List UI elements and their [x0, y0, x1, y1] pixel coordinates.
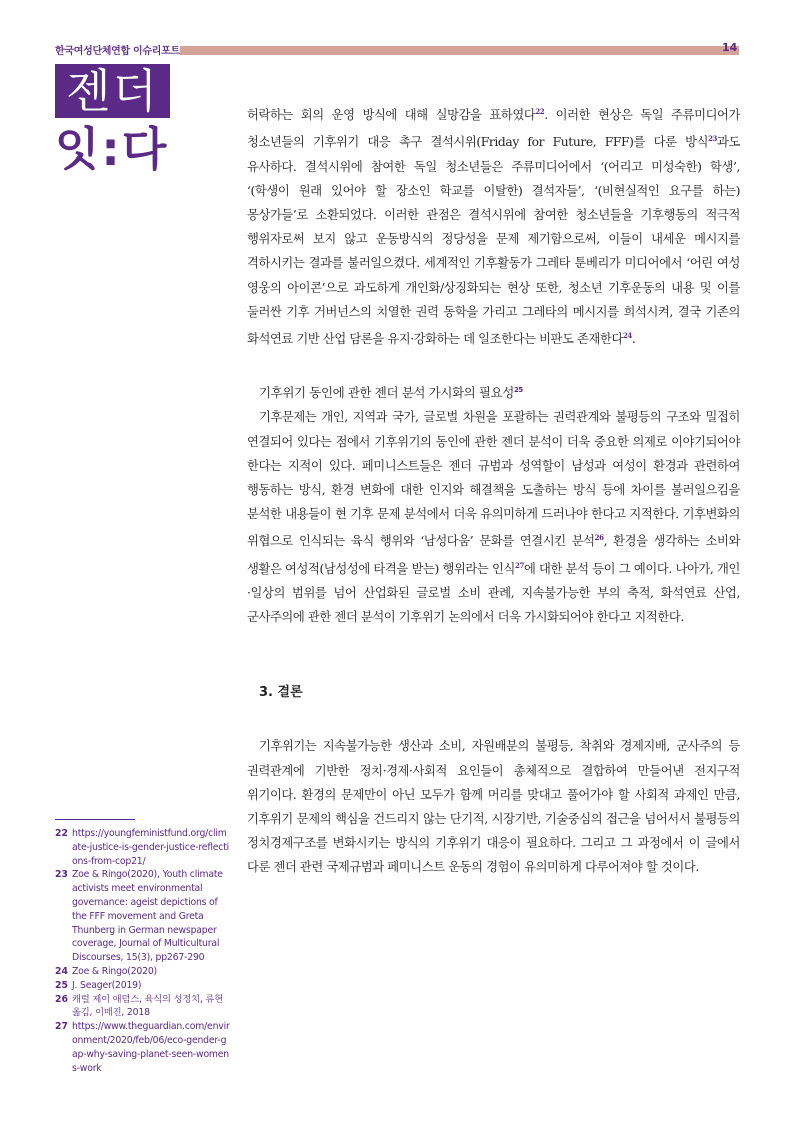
footnote-ref-27[interactable]: 27: [514, 560, 524, 570]
footnote-text[interactable]: https://youngfeministfund.org/climate-justice-is-gender-justice-reflections-from-cop21/: [72, 828, 230, 867]
subheading-text: 기후위기 동인에 관한 젠더 분석 가시화의 필요성: [259, 385, 514, 401]
footnote-number: 23: [55, 869, 68, 881]
footnote-text: 캐럴 제이 애덤스, 육식의 성정치, 류현 옮김, 이매진, 2018: [72, 993, 223, 1019]
logo-gender: 젠더: [55, 64, 170, 118]
footnote-number: 24: [55, 965, 68, 977]
footnote-text[interactable]: https://www.theguardian.com/environment/2020/feb/06/eco-gender-gap-why-saving-planet-seen-womens-work: [72, 1021, 230, 1074]
paragraph-3: 기후위기는 지속불가능한 생산과 소비, 자원배분의 불평등, 착취와 경제지배, 군사주의 등 권력관계에 기반한 정치·경제·사회적 요인들이 총체적으로 결합하여 만들어낸 전지구적 위기이다. 환경의 문제만이 아닌 모두가 함께 머리를 맞대고 풀어가야 할 사회적 과제인 만큼, 기후위기 문제의 핵심을 건드리지 않는 단기적, 시장기반, 기술중심의 접근을 넘어서서 불평등의 정치경제구조를 변화시키는 방식의 기후위기 대응이 필요하다. 그리고 그 과정에서 이 글에서 다룬 젠더 관련 국제규범과 페미니스트 운동의 경험이 유의미하게 다루어져야 할 것이다.: [247, 739, 740, 875]
footnote-item: [55, 979, 230, 993]
footnote-text: Zoe & Ringo(2020), Youth climate activists meet environmental governance: ageist depictions of the FFF movement and Greta Thunberg in German newspaper coverage, Journal of Multicultural Discourses, 15(3), pp267-290: [72, 869, 223, 964]
footnote-item: [55, 965, 230, 979]
footnote-ref-22[interactable]: 22: [535, 107, 545, 116]
p1-text-c: 과도 유사하다. 결석시위에 참여한 독일 청소년들은 주류미디어에서 ‘(어리고 미성숙한) 학생’, ‘(학생이 원래 있어야 할 장소인 학교를 이탈한) 결석자들’, ‘(비현실적인 요구를 하는) 몽상가들’로 소환되었다. 이러한 관점은 결석시위에 참여한 청소년들을 기후행동의 적극적 행위자로써 보지 않고 운동방식의 정당성을 문제 제기함으로써, 이들이 내세운 메시지를 격하시키는 결과를 불러일으켰다. 세계적인 기후활동가 그레타 툰베리가 미디어에서 ‘어린 여성 영웅의 아이콘’으로 과도하게 개인화/상징화되는 현상 또한, 청소년 기후운동의 내용 및 이를 둘러싼 기후 거버넌스의 치열한 권력 동학을 가리고 그레타의 메시지를 희석시켜, 결국 기존의 화석연료 기반 산업 담론을 유지·강화하는 데 일조한다는 비판도 존재한다: [247, 135, 740, 347]
paragraph-2: [247, 405, 740, 629]
p1-text-b: . 이러한 현상은 독일 주류미디어가 청소년들의 기후위기 대응 촉구 결석시위(Friday for Future, FFF)를 다룬 방식: [247, 108, 741, 150]
footnote-ref-24[interactable]: 24: [622, 331, 632, 341]
logo-connect: 잇:다: [55, 122, 169, 176]
subheading: [247, 383, 740, 401]
footnote-divider: [55, 819, 135, 820]
header-org-name: 한국여성단체연합 이슈리포트: [55, 46, 180, 57]
footnote-ref-25[interactable]: 25: [513, 386, 523, 395]
footnote-number: 27: [55, 1021, 68, 1033]
footnotes: [55, 827, 230, 1075]
p1-text-a: 허락하는 회의 운영 방식에 대해 실망감을 표하였다: [247, 108, 536, 123]
footnote-item: [55, 868, 230, 965]
page-number: 14: [722, 41, 738, 54]
main-content: [247, 100, 740, 880]
paragraph-1: [247, 100, 740, 351]
footnote-text: J. Seager(2019): [72, 979, 142, 991]
footnote-text: Zoe & Ringo(2020): [72, 965, 157, 977]
p2-text-a: 기후문제는 개인, 지역과 국가, 글로벌 차원을 포괄하는 권력관계와 불평등의 구조와 밀접히 연결되어 있다는 점에서 기후위기의 동인에 관한 젠더 분석이 더욱 중요한 의제로 이야기되어야 한다는 지적이 있다. 페미니스트들은 젠더 규범과 성역할이 남성과 여성이 환경과 관련하여 행동하는 방식, 환경 변화에 대한 인지와 해결책을 도출하는 방식 등에 차이를 불러일으킴을 분석한 내용들이 현 기후 문제 분석에서 더욱 유의미하게 드러나야 한다고 지적한다. 기후변화의 위협으로 인식되는 육식 행위와 ‘남성다움’ 문화를 연결시킨 분석: [247, 410, 740, 549]
footnote-item: [55, 827, 230, 868]
header-bar: [180, 46, 739, 55]
p2-text-c: 에 대한 분석 등이 그 예이다. 나아가, 개인·일상의 범위를 넘어 산업화된 글로벌 소비 관례, 지속불가능한 부의 축적, 화석연료 산업, 군사주의에 관한 젠더 분석이 기후위기 논의에서 더욱 가시화되어야 한다고 지적한다.: [247, 561, 740, 625]
footnote-number: 22: [55, 828, 68, 839]
footnote-number: 26: [55, 993, 68, 1005]
p1-text-d: .: [631, 332, 636, 347]
footnote-ref-23[interactable]: 23: [708, 134, 718, 144]
section-title-conclusion: 3. 결론: [259, 685, 303, 701]
footnote-item: [55, 1020, 230, 1075]
p2-text-b: , 환경을 생각하는 소비와 생활은 여성적(남성성에 타격을 받는) 행위라는 인식: [247, 534, 741, 576]
footnote-ref-26[interactable]: 26: [594, 533, 604, 543]
footnote-number: 25: [55, 979, 68, 991]
footnote-item: [55, 993, 230, 1021]
